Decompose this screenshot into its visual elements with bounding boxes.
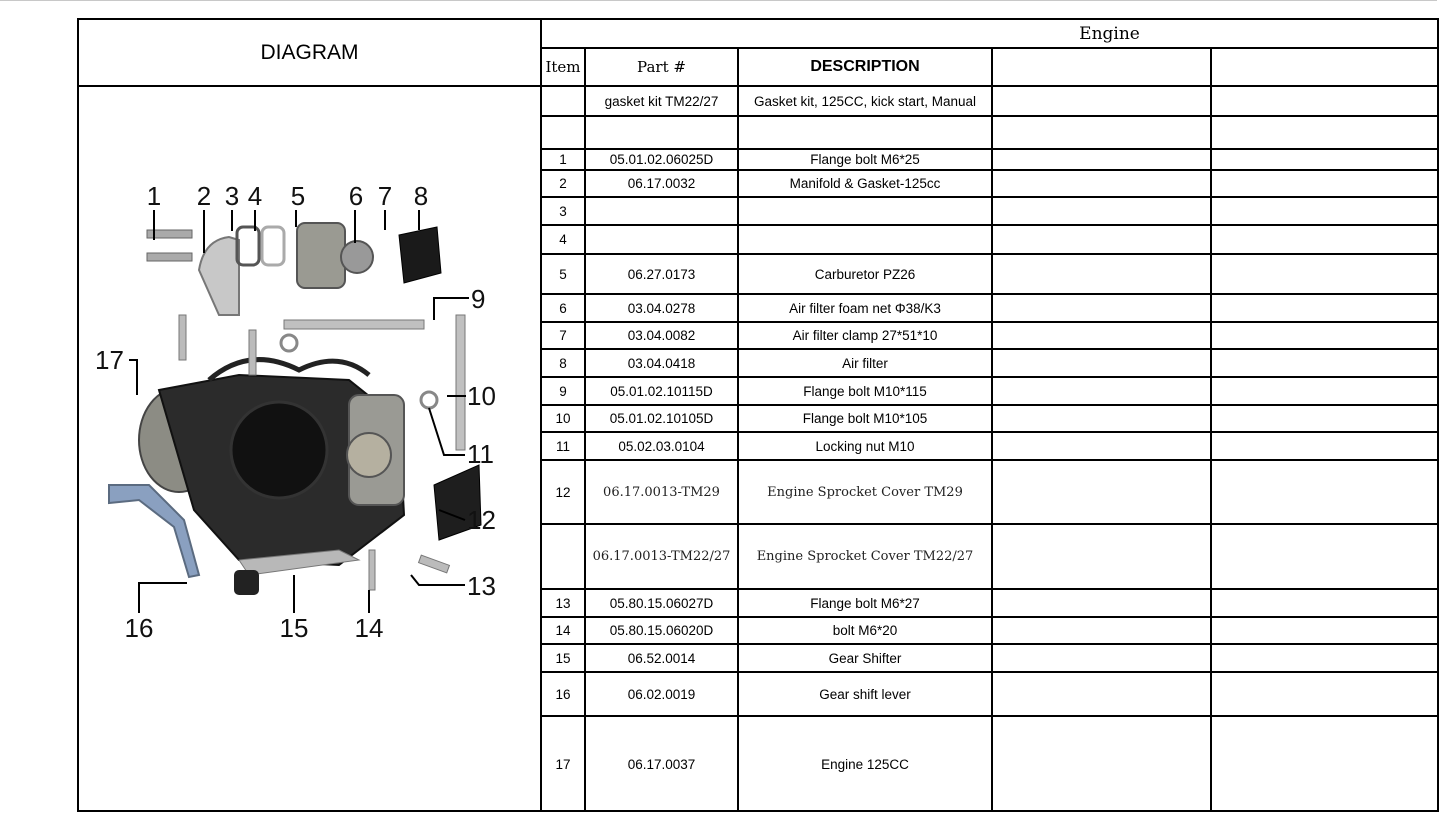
row-part-number (586, 198, 739, 224)
row-empty-2 (1212, 645, 1439, 671)
row-empty-2 (1212, 618, 1439, 643)
row-description: Engine Sprocket Cover TM29 (739, 461, 993, 523)
row-item: 1 (542, 150, 586, 169)
diagram-header: DIAGRAM (79, 20, 542, 87)
callout-9: 9 (471, 284, 486, 314)
row-part-number: 06.52.0014 (586, 645, 739, 671)
row-description: Air filter foam net Φ38/K3 (739, 295, 993, 321)
row-part-number (586, 226, 739, 253)
row-empty-1 (993, 433, 1212, 459)
callout-15: 15 (279, 613, 309, 643)
table-row (542, 406, 1439, 433)
callout-12: 12 (467, 505, 496, 535)
row-empty-2 (1212, 255, 1439, 293)
row-part-number: 06.02.0019 (586, 673, 739, 715)
row-empty-1 (993, 461, 1212, 523)
row-part-number: 05.02.03.0104 (586, 433, 739, 459)
row-description (739, 117, 993, 148)
row-empty-1 (993, 323, 1212, 348)
row-description: Manifold & Gasket-125cc (739, 171, 993, 196)
row-empty-2 (1212, 525, 1439, 588)
row-empty-2 (1212, 87, 1439, 115)
row-empty-1 (993, 171, 1212, 196)
row-empty-1 (993, 645, 1212, 671)
section-title: Engine (542, 20, 1439, 49)
row-empty-2 (1212, 461, 1439, 523)
row-item: 12 (542, 461, 586, 523)
row-description: Engine 125CC (739, 717, 993, 812)
row-item: 9 (542, 378, 586, 404)
parts-table (542, 20, 1439, 812)
row-item: 7 (542, 323, 586, 348)
row-empty-2 (1212, 378, 1439, 404)
callout-10: 10 (467, 381, 496, 411)
table-row (542, 525, 1439, 590)
row-empty-1 (993, 618, 1212, 643)
table-row (542, 378, 1439, 406)
row-empty-1 (993, 378, 1212, 404)
row-description: Locking nut M10 (739, 433, 993, 459)
row-part-number: 06.27.0173 (586, 255, 739, 293)
row-part-number (586, 117, 739, 148)
header-part-number: Part # (586, 49, 739, 85)
row-description: Carburetor PZ26 (739, 255, 993, 293)
row-description: Flange bolt M10*115 (739, 378, 993, 404)
row-empty-2 (1212, 717, 1439, 812)
table-row (542, 117, 1439, 150)
table-row (542, 150, 1439, 171)
table-row (542, 226, 1439, 255)
table-row (542, 461, 1439, 525)
row-description: Gear Shifter (739, 645, 993, 671)
row-description (739, 226, 993, 253)
row-description: Flange bolt M6*25 (739, 150, 993, 169)
callout-6: 6 (348, 181, 364, 211)
callout-8: 8 (413, 181, 429, 211)
parts-sheet (77, 18, 1439, 812)
header-empty-1 (993, 49, 1212, 85)
table-row (542, 645, 1439, 673)
row-item: 11 (542, 433, 586, 459)
callout-14: 14 (354, 613, 384, 643)
row-empty-2 (1212, 226, 1439, 253)
row-empty-1 (993, 350, 1212, 376)
table-row (542, 295, 1439, 323)
row-empty-1 (993, 117, 1212, 148)
row-empty-2 (1212, 198, 1439, 224)
row-description: Gasket kit, 125CC, kick start, Manual (739, 87, 993, 115)
callout-7: 7 (377, 181, 393, 211)
row-empty-2 (1212, 150, 1439, 169)
row-item: 2 (542, 171, 586, 196)
table-row (542, 717, 1439, 812)
row-item: 6 (542, 295, 586, 321)
row-item: 4 (542, 226, 586, 253)
header-empty-2 (1212, 49, 1439, 85)
table-header-row (542, 49, 1439, 87)
table-row (542, 323, 1439, 350)
table-row (542, 590, 1439, 618)
row-empty-1 (993, 717, 1212, 812)
row-description: bolt M6*20 (739, 618, 993, 643)
callout-1: 1 (146, 181, 162, 211)
row-item: 5 (542, 255, 586, 293)
row-part-number: gasket kit TM22/27 (586, 87, 739, 115)
row-description: Air filter clamp 27*51*10 (739, 323, 993, 348)
row-item: 10 (542, 406, 586, 431)
row-part-number: 03.04.0082 (586, 323, 739, 348)
row-item (542, 87, 586, 115)
engine-exploded-diagram (95, 165, 529, 643)
row-item: 3 (542, 198, 586, 224)
row-description: Flange bolt M6*27 (739, 590, 993, 616)
row-item (542, 525, 586, 588)
row-part-number: 06.17.0013-TM22/27 (586, 525, 739, 588)
callout-3: 3 (224, 181, 240, 211)
callout-4: 4 (247, 181, 263, 211)
callout-13: 13 (467, 571, 496, 601)
row-item: 16 (542, 673, 586, 715)
row-empty-1 (993, 673, 1212, 715)
table-row (542, 198, 1439, 226)
table-row (542, 87, 1439, 117)
row-item (542, 117, 586, 148)
table-row (542, 171, 1439, 198)
callout-2: 2 (196, 181, 212, 211)
row-empty-2 (1212, 295, 1439, 321)
row-part-number: 05.01.02.10115D (586, 378, 739, 404)
row-empty-1 (993, 198, 1212, 224)
table-row (542, 673, 1439, 717)
row-part-number: 06.17.0032 (586, 171, 739, 196)
row-part-number: 06.17.0037 (586, 717, 739, 812)
row-description: Gear shift lever (739, 673, 993, 715)
row-item: 17 (542, 717, 586, 812)
row-empty-1 (993, 255, 1212, 293)
row-part-number: 05.80.15.06020D (586, 618, 739, 643)
row-description (739, 198, 993, 224)
row-empty-2 (1212, 323, 1439, 348)
callout-17: 17 (95, 345, 124, 375)
row-empty-1 (993, 525, 1212, 588)
row-empty-2 (1212, 406, 1439, 431)
row-part-number: 05.01.02.10105D (586, 406, 739, 431)
row-item: 8 (542, 350, 586, 376)
row-empty-2 (1212, 590, 1439, 616)
row-item: 15 (542, 645, 586, 671)
callout-11: 11 (467, 439, 494, 469)
row-empty-2 (1212, 171, 1439, 196)
row-empty-2 (1212, 350, 1439, 376)
row-description: Engine Sprocket Cover TM22/27 (739, 525, 993, 588)
row-empty-1 (993, 87, 1212, 115)
row-empty-2 (1212, 433, 1439, 459)
row-item: 13 (542, 590, 586, 616)
row-part-number: 03.04.0418 (586, 350, 739, 376)
row-empty-2 (1212, 673, 1439, 715)
row-empty-2 (1212, 117, 1439, 148)
row-empty-1 (993, 226, 1212, 253)
table-row (542, 255, 1439, 295)
row-part-number: 03.04.0278 (586, 295, 739, 321)
callout-16: 16 (124, 613, 154, 643)
row-part-number: 05.01.02.06025D (586, 150, 739, 169)
callout-5: 5 (290, 181, 306, 211)
header-item: Item (542, 49, 586, 85)
row-description: Flange bolt M10*105 (739, 406, 993, 431)
table-row (542, 433, 1439, 461)
diagram-panel (79, 87, 542, 812)
row-item: 14 (542, 618, 586, 643)
row-empty-1 (993, 406, 1212, 431)
top-rule (0, 0, 1437, 1)
header-description: DESCRIPTION (739, 49, 993, 85)
row-empty-1 (993, 295, 1212, 321)
row-empty-1 (993, 150, 1212, 169)
row-part-number: 05.80.15.06027D (586, 590, 739, 616)
row-empty-1 (993, 590, 1212, 616)
table-row (542, 618, 1439, 645)
row-description: Air filter (739, 350, 993, 376)
table-row (542, 350, 1439, 378)
row-part-number: 06.17.0013-TM29 (586, 461, 739, 523)
